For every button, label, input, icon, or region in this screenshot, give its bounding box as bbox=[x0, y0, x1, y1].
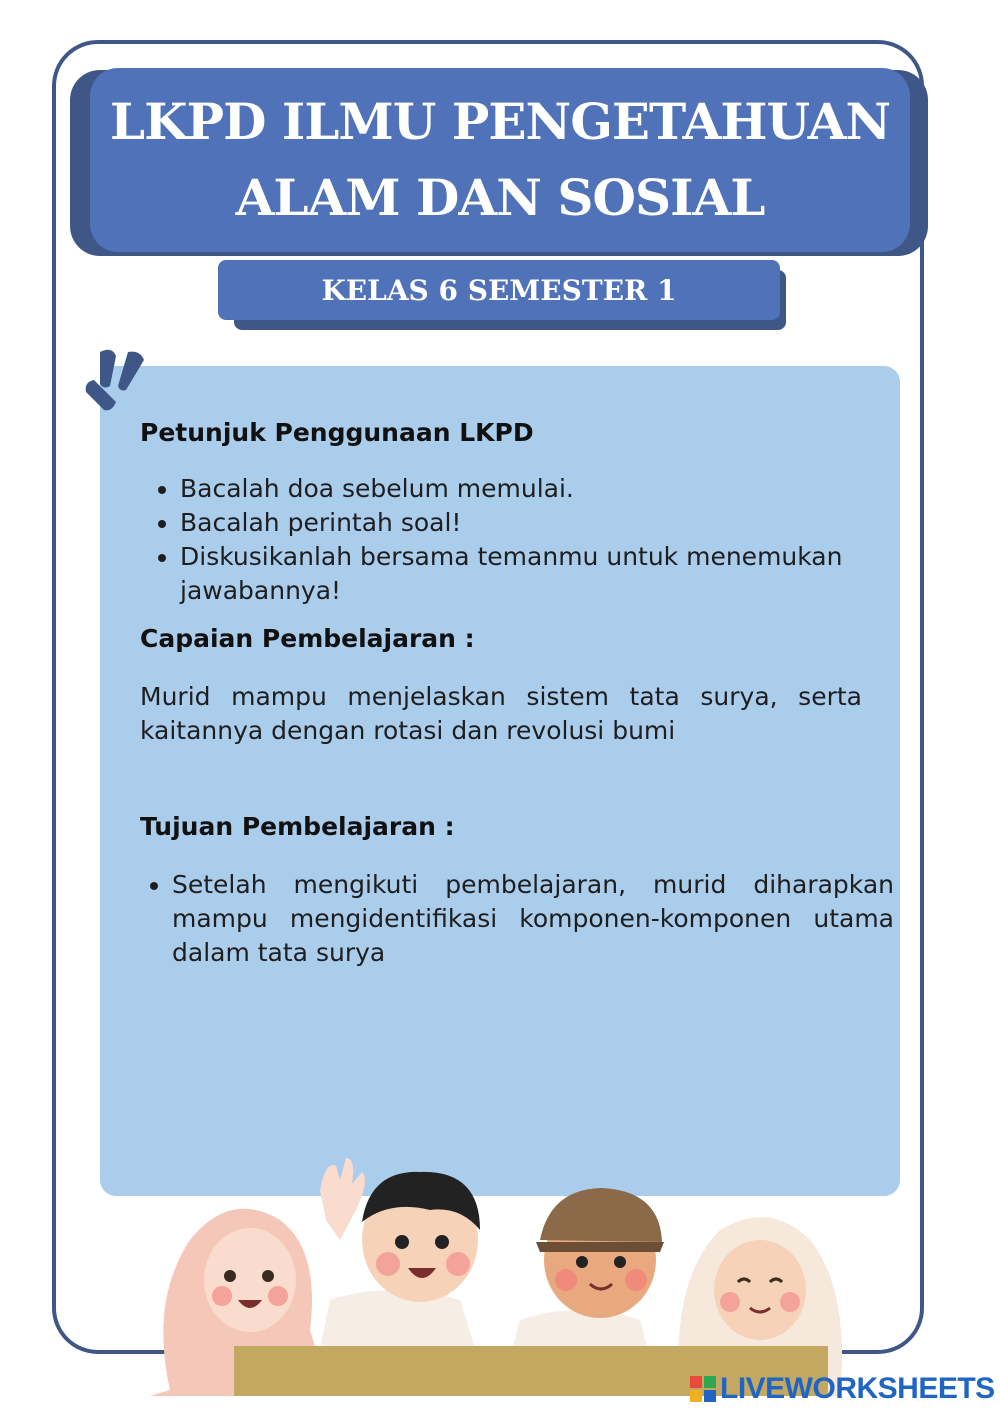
accent-burst-icon bbox=[82, 346, 166, 416]
liveworksheets-logo-icon bbox=[690, 1376, 716, 1402]
list-item: • Diskusikanlah bersama temanmu untuk menemukan jawabannya! bbox=[180, 540, 900, 608]
list-item: • Bacalah doa sebelum memulai. bbox=[180, 472, 900, 506]
capaian-heading: Capaian Pembelajaran : bbox=[140, 624, 475, 653]
list-item: • Setelah mengikuti pembelajaran, murid diharapkan mampu mengidentifikasi komponen-komponen utama dalam tata surya bbox=[172, 868, 894, 970]
brand-name: LIVEWORKSHEETS bbox=[720, 1372, 995, 1405]
children-illustration bbox=[130, 1150, 860, 1396]
title-line-2: ALAM DAN SOSIAL bbox=[235, 168, 765, 227]
tujuan-heading: Tujuan Pembelajaran : bbox=[140, 812, 455, 841]
capaian-text: Murid mampu menjelaskan sistem tata surya, serta kaitannya dengan rotasi dan revolusi bumi bbox=[140, 682, 862, 745]
brand-logo bbox=[690, 1372, 995, 1406]
petunjuk-heading: Petunjuk Penggunaan LKPD bbox=[140, 418, 534, 447]
petunjuk-list bbox=[140, 472, 900, 608]
subtitle-banner: KELAS 6 SEMESTER 1 bbox=[218, 260, 780, 320]
title-line-1: LKPD ILMU PENGETAHUAN bbox=[109, 92, 891, 151]
list-item: • Bacalah perintah soal! bbox=[180, 506, 900, 540]
tujuan-list bbox=[140, 868, 894, 970]
title-banner bbox=[90, 68, 910, 252]
